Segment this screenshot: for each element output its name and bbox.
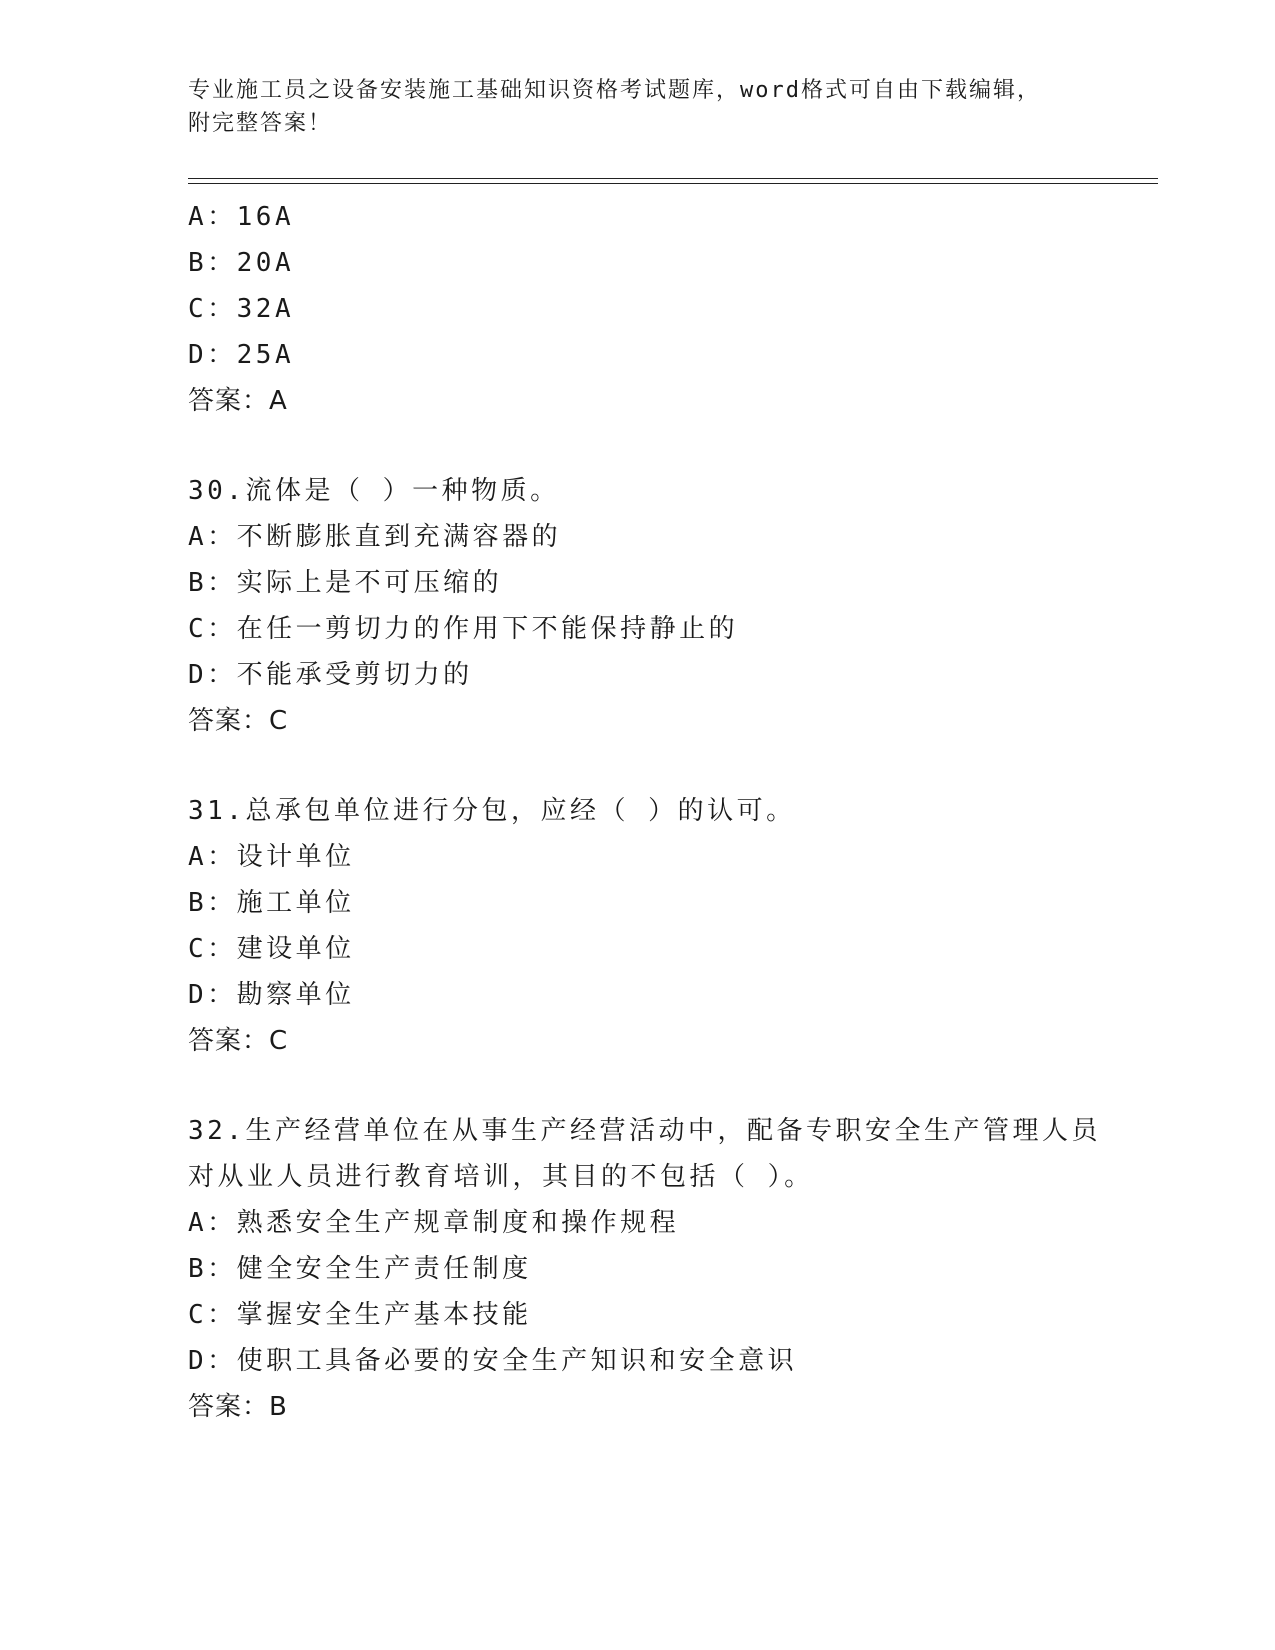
question-31: [188, 788, 1148, 1064]
question-text: 30.流体是（ ）一种物质。: [188, 476, 560, 506]
question-text-line-1: 32.生产经营单位在从事生产经营活动中，配备专职安全生产管理人员: [188, 1116, 1101, 1146]
option-d: D：25A: [188, 340, 295, 370]
option-b: B：实际上是不可压缩的: [188, 568, 503, 598]
answer: 答案：B: [188, 1392, 288, 1422]
header-line-2: 附完整答案！: [188, 111, 333, 136]
option-a: A：不断膨胀直到充满容器的: [188, 522, 562, 552]
option-c: C：建设单位: [188, 934, 355, 964]
option-c: C：掌握安全生产基本技能: [188, 1300, 532, 1330]
answer: 答案：C: [188, 1026, 289, 1056]
option-c: C：在任一剪切力的作用下不能保持静止的: [188, 614, 739, 644]
question-list: [188, 194, 1148, 1430]
option-d: D：勘察单位: [188, 980, 355, 1010]
option-d: D：不能承受剪切力的: [188, 660, 473, 690]
header-divider-top: [188, 178, 1158, 179]
answer: 答案：A: [188, 386, 288, 416]
question-29-continued: [188, 194, 1148, 424]
option-c: C：32A: [188, 294, 295, 324]
option-a: A：16A: [188, 202, 295, 232]
question-text-line-2: 对从业人员进行教育培训，其目的不包括（ ）。: [188, 1162, 814, 1192]
header-divider-bottom: [188, 183, 1158, 184]
question-32: [188, 1108, 1148, 1430]
question-30: [188, 468, 1148, 744]
question-text: 31.总承包单位进行分包，应经（ ）的认可。: [188, 796, 796, 826]
document-header: [188, 74, 1088, 140]
option-b: B：施工单位: [188, 888, 355, 918]
header-line-1: 专业施工员之设备安装施工基础知识资格考试题库，word格式可自由下载编辑，: [188, 78, 1041, 103]
option-b: B：健全安全生产责任制度: [188, 1254, 532, 1284]
option-b: B：20A: [188, 248, 295, 278]
option-a: A：设计单位: [188, 842, 355, 872]
option-a: A：熟悉安全生产规章制度和操作规程: [188, 1208, 680, 1238]
option-d: D：使职工具备必要的安全生产知识和安全意识: [188, 1346, 798, 1376]
answer: 答案：C: [188, 706, 289, 736]
